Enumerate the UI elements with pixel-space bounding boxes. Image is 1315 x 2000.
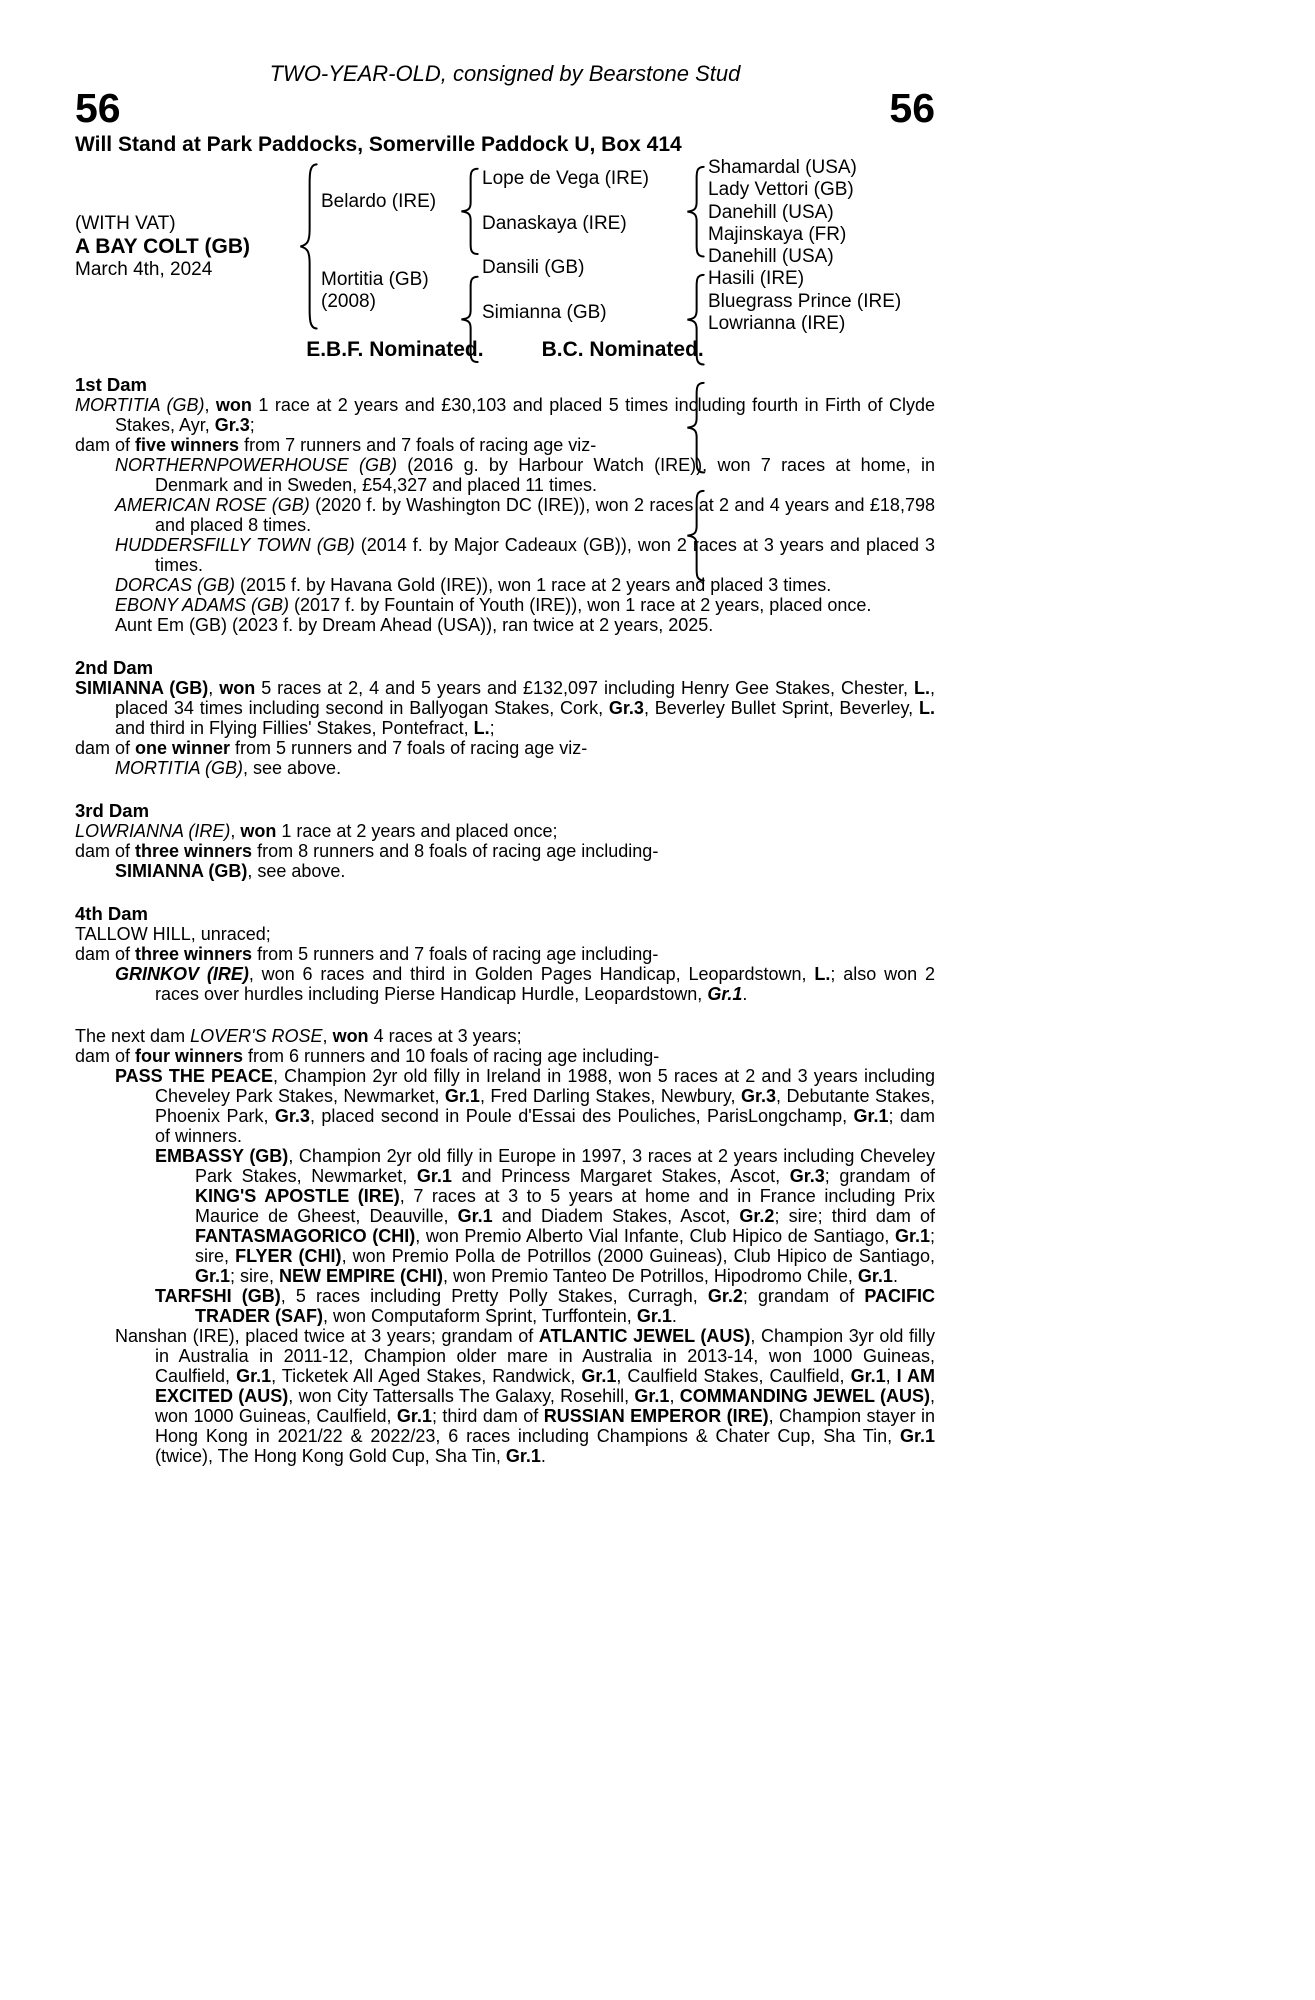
great-grandparent-name: Majinskaya (FR)	[708, 223, 847, 245]
pedigree-paragraph: DORCAS (GB) (2015 f. by Havana Gold (IRE)), won 1 race at 2 years and placed 3 times.	[115, 575, 832, 595]
pedigree-paragraph: dam of one winner from 5 runners and 7 foals of racing age viz-	[75, 738, 588, 758]
section-heading: 3rd Dam	[75, 800, 150, 821]
pedigree-subject-column	[75, 157, 295, 335]
pedigree-paragraph: dam of three winners from 8 runners and 8 foals of racing age including-	[75, 841, 659, 861]
parent-braces	[456, 157, 482, 335]
pedigree-parents-column	[321, 157, 456, 335]
great-grandparent-name: Lady Vettori (GB)	[708, 179, 854, 201]
dam-section	[75, 800, 935, 881]
sire-name: Belardo (IRE)	[321, 190, 437, 212]
great-grandparent-name: Danehill (USA)	[708, 246, 834, 268]
pedigree-paragraph: MORTITIA (GB), see above.	[115, 758, 342, 778]
section-heading: 2nd Dam	[75, 657, 154, 678]
lot-number-left: 56	[75, 85, 121, 131]
great-grandparent-name: Bluegrass Prince (IRE)	[708, 290, 902, 312]
lot-number-row	[75, 86, 935, 132]
brace-icon	[682, 157, 708, 265]
section-heading: 4th Dam	[75, 903, 148, 924]
great-grandparent-name: Hasili (IRE)	[708, 268, 805, 290]
pedigree-paragraph: dam of five winners from 7 runners and 7 foals of racing age viz-	[75, 435, 597, 455]
nominations-row	[75, 337, 935, 362]
pedigree-great-grandparents-column	[708, 157, 935, 335]
pedigree-paragraph: MORTITIA (GB), won 1 race at 2 years and £30,103 and placed 5 times including fourth in Firth of Clyde Stakes, Ayr, Gr.3;	[75, 395, 935, 435]
pedigree-table	[75, 157, 935, 335]
great-grandparent-name: Danehill (USA)	[708, 201, 834, 223]
section-heading: 1st Dam	[75, 374, 147, 395]
horse-name: A BAY COLT (GB)	[75, 234, 251, 258]
bc-nominated-label: B.C. Nominated.	[541, 338, 704, 361]
grandparent-name: Lope de Vega (IRE)	[482, 168, 649, 190]
dam-section	[75, 903, 935, 1004]
pedigree-paragraph: SIMIANNA (GB), won 5 races at 2, 4 and 5 years and £132,097 including Henry Gee Stakes, Chester, L., placed 34 times including second in Ballyogan Stakes, Cork, Gr.3, Beverley Bullet Sprint, Beverley, L. and third in Flying Fillies' Stakes, Pontefract, L.;	[75, 678, 935, 738]
pedigree-paragraph: EBONY ADAMS (GB) (2017 f. by Fountain of Youth (IRE)), won 1 race at 2 years, placed once.	[115, 595, 872, 615]
pedigree-paragraph: NORTHERNPOWERHOUSE (GB) (2016 g. by Harbour Watch (IRE)), won 7 races at home, in Denmark and in Sweden, £54,327 and placed 11 times.	[115, 455, 936, 495]
pedigree-paragraph: Nanshan (IRE), placed twice at 3 years; grandam of ATLANTIC JEWEL (AUS), Champion 3yr old filly in Australia in 2011-12, Champion older mare in Australia in 2013-14, won 1000 Guineas, Caulfield, Gr.1, Ticketek All Aged Stakes, Randwick, Gr.1, Caulfield Stakes, Caulfield, Gr.1, I AM EXCITED (AUS), won City Tattersalls The Galaxy, Rosehill, Gr.1, COMMANDING JEWEL (AUS), won 1000 Guineas, Caulfield, Gr.1; third dam of RUSSIAN EMPEROR (IRE), Champion stayer in Hong Kong in 2021/22 & 2022/23, 6 races including Champions & Chater Cup, Sha Tin, Gr.1 (twice), The Hong Kong Gold Cup, Sha Tin, Gr.1.	[115, 1326, 936, 1466]
dam-section	[75, 657, 935, 778]
ebf-nominated-label: E.B.F. Nominated.	[306, 338, 484, 361]
grandparent-name: Simianna (GB)	[482, 301, 607, 323]
pedigree-paragraph: dam of three winners from 5 runners and 7 foals of racing age including-	[75, 944, 659, 964]
pedigree-paragraph: LOWRIANNA (IRE), won 1 race at 2 years and placed once;	[75, 821, 558, 841]
pedigree-paragraph: EMBASSY (GB), Champion 2yr old filly in Europe in 1997, 3 races at 2 years including Cheveley Park Stakes, Newmarket, Gr.1 and Princess Margaret Stakes, Ascot, Gr.3; grandam of KING'S APOSTLE (IRE), 7 races at 3 to 5 years at home and in France including Prix Maurice de Gheest, Deauville, Gr.1 and Diadem Stakes, Ascot, Gr.2; sire; third dam of FANTASMAGORICO (CHI), won Premio Alberto Vial Infante, Club Hipico de Santiago, Gr.1; sire, FLYER (CHI), won Premio Polla de Potrillos (2000 Guineas), Club Hipico de Santiago, Gr.1; sire, NEW EMPIRE (CHI), won Premio Tanteo De Potrillos, Hipodromo Chile, Gr.1.	[155, 1146, 936, 1286]
pedigree-paragraph: PASS THE PEACE, Champion 2yr old filly in Ireland in 1988, won 5 races at 2 and 3 years including Cheveley Park Stakes, Newmarket, Gr.1, Fred Darling Stakes, Newbury, Gr.3, Debutante Stakes, Phoenix Park, Gr.3, placed second in Poule d'Essai des Pouliches, ParisLongchamp, Gr.1; dam of winners.	[115, 1066, 935, 1146]
stand-location-line: Will Stand at Park Paddocks, Somerville Paddock U, Box 414	[75, 133, 682, 156]
lot-number-right: 56	[889, 85, 935, 131]
pedigree-paragraph: HUDDERSFILLY TOWN (GB) (2014 f. by Major Cadeaux (GB)), won 2 races at 3 years and placed 3 times.	[115, 535, 935, 575]
pedigree-paragraph: dam of four winners from 6 runners and 10 foals of racing age including-	[75, 1046, 660, 1066]
grandparent-name: Dansili (GB)	[482, 257, 585, 279]
dam-sections-container	[75, 374, 935, 1466]
pedigree-paragraph: TARFSHI (GB), 5 races including Pretty Polly Stakes, Curragh, Gr.2; grandam of PACIFIC TRADER (SAF), won Computaform Sprint, Turffontein, Gr.1.	[155, 1286, 935, 1326]
consignor-line: TWO-YEAR-OLD, consigned by Bearstone Stud	[269, 61, 741, 86]
pedigree-paragraph: AMERICAN ROSE (GB) (2020 f. by Washington DC (IRE)), won 2 races at 2 and 4 years and £18,798 and placed 8 times.	[115, 495, 935, 535]
grandparent-name: Danaskaya (IRE)	[482, 212, 627, 234]
grandparent-braces	[682, 157, 708, 335]
dam-name: Mortitia (GB) (2008)	[321, 246, 456, 335]
dam-year: (2008)	[321, 290, 376, 312]
pedigree-paragraph: Aunt Em (GB) (2023 f. by Dream Ahead (USA)), ran twice at 2 years, 2025.	[115, 615, 714, 635]
dam-section	[75, 374, 935, 635]
brace-icon	[295, 157, 321, 335]
with-vat-label: (WITH VAT)	[75, 212, 176, 234]
foal-date: March 4th, 2024	[75, 258, 213, 280]
pedigree-paragraph: The next dam LOVER'S ROSE, won 4 races at 3 years;	[75, 1026, 522, 1046]
pedigree-paragraph: TALLOW HILL, unraced;	[75, 924, 271, 944]
catalogue-content	[75, 62, 935, 1466]
pedigree-paragraph: GRINKOV (IRE), won 6 races and third in Golden Pages Handicap, Leopardstown, L.; also won 2 races over hurdles including Pierse Handicap Hurdle, Leopardstown, Gr.1.	[115, 964, 935, 1004]
dam-section	[75, 1026, 935, 1466]
great-grandparent-name: Shamardal (USA)	[708, 157, 857, 179]
great-grandparent-name: Lowrianna (IRE)	[708, 312, 846, 334]
pedigree-grandparents-column	[482, 157, 682, 335]
brace-icon	[456, 157, 482, 265]
pedigree-paragraph: SIMIANNA (GB), see above.	[115, 861, 346, 881]
